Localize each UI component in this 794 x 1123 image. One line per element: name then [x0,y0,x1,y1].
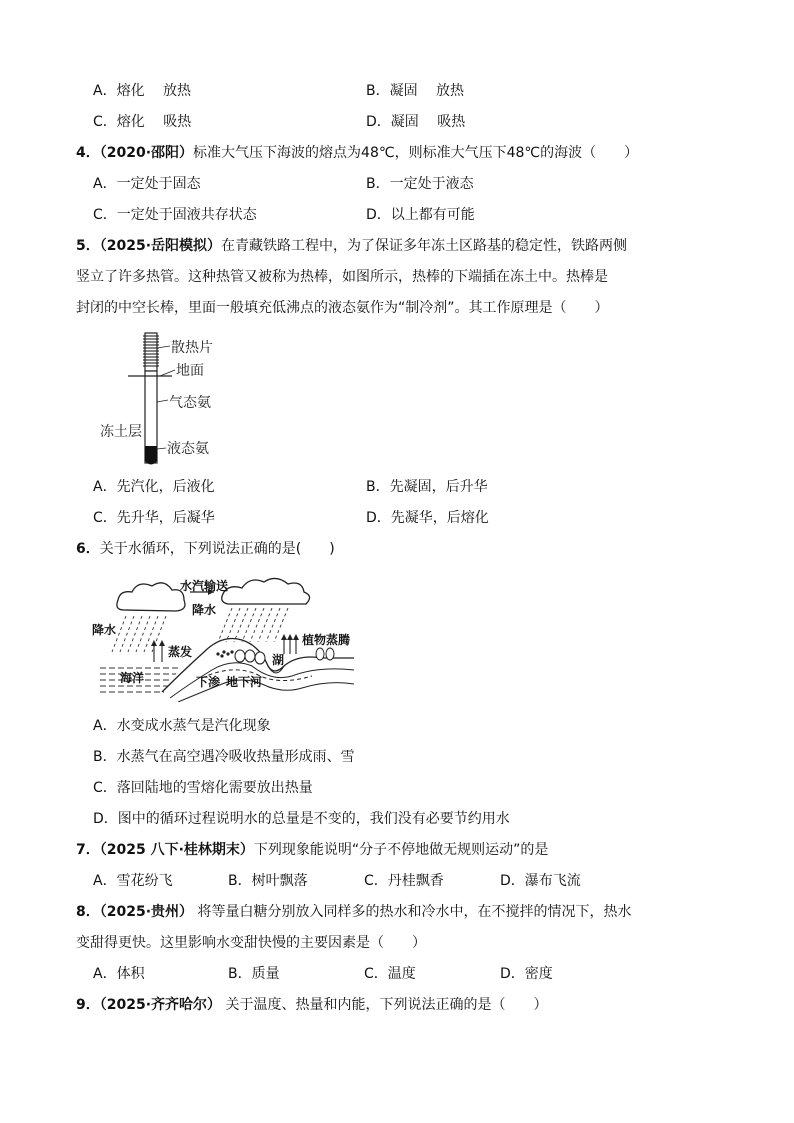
q6-text: 关于水循环，下列说法正确的是( ) [99,541,335,557]
label-fins: 散热片 [171,340,213,356]
q4-option-b: B．一定处于液态 [366,176,474,192]
q4-option-c: C．一定处于固液共存状态 [93,207,257,223]
label-precipitation-right: 降水 [192,603,217,617]
q5-stem-line-3: 封闭的中空长棒，里面一般填充低沸点的液态氨作为“制冷剂”。其工作原理是（ ） [76,300,609,316]
q4-source: （2020·邵阳） [99,145,194,161]
q7-option-b: B．树叶飘落 [228,873,308,889]
q4-option-a: A．一定处于固态 [93,176,201,192]
q7-number: 7． [76,842,100,858]
q9-source: （2025·齐齐哈尔） [99,997,222,1013]
q6-stem [76,539,335,559]
q5-option-c: C．先升华，后凝华 [93,510,215,526]
q5-option-d: D．先凝华，后熔化 [366,510,489,526]
label-precipitation-left: 降水 [92,623,117,637]
q8-option-d: D．密度 [500,966,553,982]
q9-number: 9． [76,997,100,1013]
label-liquid-ammonia: 液态氨 [167,441,209,457]
q8-option-b: B．质量 [228,966,280,982]
q7-source: （2025 八下·桂林期末） [99,842,254,858]
q7-text: 下列现象能说明“分子不停地做无规则运动”的是 [253,842,549,858]
q8-stem-line-1 [76,902,632,922]
q7-option-c: C．丹桂飘香 [364,873,444,889]
q5-text-1: 在青藏铁路工程中，为了保证多年冻土区路基的稳定性，铁路两侧 [221,238,628,254]
q8-stem-line-2: 变甜得更快。这里影响水变甜快慢的主要因素是（ ） [76,935,426,951]
q5-stem-line-1 [76,236,627,256]
q5-option-b: B．先凝固，后升华 [366,479,488,495]
q3-option-b: B．凝固 放热 [366,83,465,99]
q7-option-a: A．雪花纷飞 [93,873,173,889]
label-lake: 湖 [272,653,285,667]
q8-option-a: A．体积 [93,966,145,982]
q5-number: 5． [76,238,100,254]
label-evaporation: 蒸发 [168,645,193,659]
q5-source: （2025·岳阳模拟） [99,238,222,254]
q4-stem [76,143,638,163]
label-ground: 地面 [176,363,204,379]
label-underground-river: 地下河 [226,675,263,689]
q6-option-a: A．水变成水蒸气是汽化现象 [93,718,271,734]
q6-number: 6． [76,541,100,557]
q8-text-1: 将等量白糖分别放入同样多的热水和冷水中，在不搅拌的情况下，热水 [193,904,632,920]
q9-stem [76,995,548,1015]
q6-option-c: C．落回陆地的雪熔化需要放出热量 [93,780,313,796]
label-ocean: 海洋 [120,671,145,685]
label-transpiration: 植物蒸腾 [302,633,351,647]
label-infiltration: 下渗 [196,675,221,689]
q8-option-c: C．温度 [364,966,416,982]
water-cycle-figure [92,570,358,702]
q4-number: 4． [76,145,100,161]
q6-option-b: B．水蒸气在高空遇冷吸收热量形成雨、雪 [93,749,355,765]
heat-pipe-figure [100,328,280,470]
label-vapor-transport: 水汽输送 [180,579,229,593]
q9-text: 关于温度、热量和内能，下列说法正确的是（ ） [221,997,548,1013]
q7-stem [76,840,548,860]
q4-option-d: D．以上都有可能 [366,207,475,223]
label-frozen-soil: 冻土层 [100,424,142,440]
q3-option-a: A．熔化 放热 [93,83,192,99]
q6-option-d: D．图中的循环过程说明水的总量是不变的，我们没有必要节约用水 [93,811,510,827]
q3-option-c: C．熔化 吸热 [93,114,192,130]
q4-text: 标准大气压下海波的熔点为48℃，则标准大气压下48℃的海波（ ） [193,145,639,161]
q8-source: （2025·贵州） [99,904,194,920]
label-gas-ammonia: 气态氨 [169,395,211,411]
q7-option-d: D．瀑布飞流 [500,873,581,889]
q8-number: 8． [76,904,100,920]
q3-option-d: D．凝固 吸热 [366,114,466,130]
q5-stem-line-2: 竖立了许多热管。这种热管又被称为热棒，如图所示，热棒的下端插在冻土中。热棒是 [76,269,608,285]
q5-option-a: A．先汽化，后液化 [93,479,215,495]
